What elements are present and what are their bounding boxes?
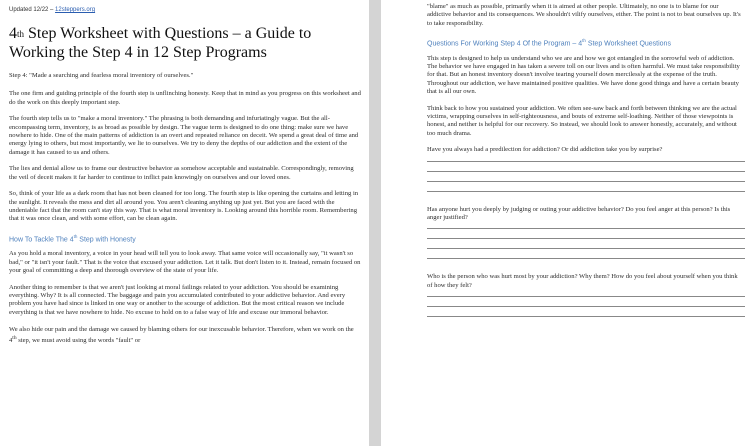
section-heading: Questions For Working Step 4 Of the Program – 4th Step Worksheet Questions xyxy=(427,38,671,48)
paragraph: The lies and denial allow us to frame our destructive behavior as somehow acceptable and sustainable. Correspondingly, removing the veil of deceit makes it far harder to continue to inflict pain knowingly on ourselves and our loved ones. xyxy=(9,165,354,181)
paragraph: Think back to how you sustained your addiction. We often see-saw back and forth between thinking we are the actual victims, wrapping ourselves in self-righteousness, and bouts of extreme self-loathing. Neither of those viewpoints is honest, and neither is helpful for our recovery. So instead, we should look to answer honestly, accurately, and without too much drama. xyxy=(427,104,737,137)
step-quote: Step 4: "Made a searching and fearless moral inventory of ourselves." xyxy=(9,72,194,79)
updated-label: Updated 12/22 – xyxy=(9,7,56,13)
source-link[interactable]: 12steppers.org xyxy=(55,7,96,13)
answer-line[interactable] xyxy=(427,228,745,229)
question: Has anyone hurt you deeply by judging or outing your addictive behavior? Do you feel anger at this person? Is this anger justified? xyxy=(427,205,731,221)
paragraph: So, think of your life as a dark room that has not been cleaned for too long. The fourth step is like opening the curtains and letting in the sunlight. It reveals the mess and dirt all around you. You aren't cleaning anything up just yet. But you are faced with the undeniable fact that the room can't stay this way. That is what moral inventory is. Looking around this horrible room. Remembering that it was once clean, and with some effort, can be clean again. xyxy=(9,190,359,223)
answer-line[interactable] xyxy=(427,181,745,182)
paragraph: As you hold a moral inventory, a voice in your head will tell you to look away. That same voice will occasionally say, "it wasn't so bad," or "it isn't your fault." That is the voice that excused your addiction. Let it talk. But don't listen to it. Instead, remain focused on your goal of committing a deep and thorough overview of the state of your life. xyxy=(9,250,361,275)
answer-line[interactable] xyxy=(427,296,745,297)
answer-line[interactable] xyxy=(427,238,745,239)
question: Who is the person who was hurt most by your addiction? Why them? How do you feel about yourself when you think of how they felt? xyxy=(427,273,738,289)
paragraph: "blame" as much as possible, primarily when it is aimed at other people. Ultimately, no one is to blame for our addictive behavior and its consequences. We shouldn't vilify ourselves, either. The point is not to beat ourselves up. It's to take responsibility. xyxy=(427,3,741,27)
answer-line[interactable] xyxy=(427,161,745,162)
answer-line[interactable] xyxy=(427,191,745,192)
answer-lines[interactable] xyxy=(427,161,742,192)
answer-line[interactable] xyxy=(427,316,745,317)
document-page-right xyxy=(381,0,750,446)
document-page-left xyxy=(0,0,369,446)
page-title: 4th Step Worksheet with Questions – a Guide to Working the Step 4 in 12 Step Programs xyxy=(9,25,312,61)
question: Have you always had a predilection for addiction? Or did addiction take you by surprise? xyxy=(427,146,663,154)
answer-lines[interactable] xyxy=(427,228,742,259)
answer-line[interactable] xyxy=(427,258,745,259)
answer-line[interactable] xyxy=(427,171,745,172)
paragraph: Another thing to remember is that we aren't just looking at moral failings related to your addiction. You should be examining everything. Why? It is all connected. The baggage and pain you accumulated contributed to your addictive behavior. And every problem you have had since is linked in one way or another to the scourge of addiction. But the most critical reason we include everything is that we have nowhere to hide. No excuse to hold on to a false way of life and excuse our immoral behavior. xyxy=(9,283,346,316)
updated-line xyxy=(9,6,361,14)
answer-lines[interactable] xyxy=(427,296,742,317)
answer-line[interactable] xyxy=(427,306,745,307)
paragraph: We also hide our pain and the damage we caused by blaming others for our inexcusable behavior. Therefore, when we work on the 4th step, we must avoid using the words "fault" or xyxy=(9,325,354,345)
section-heading: How To Tackle The 4th Step with Honesty xyxy=(9,234,136,244)
paragraph: The fourth step tells us to "make a moral inventory." The phrasing is both demanding and infuriatingly vague. But the all-encompassing term, inventory, is as broad as possible by design. The vague term is designed to do one thing: make sure we have nowhere to hide. One of the main patterns of addiction is an overt and repeated reliance on deceit. We spend a great deal of time and energy lying to others, but most importantly, we lie to ourselves. We try to deny the depths of our addiction and the extent of the damage it has caused to us and others. xyxy=(9,115,359,156)
answer-line[interactable] xyxy=(427,248,745,249)
paragraph: The one firm and guiding principle of the fourth step is unflinching honesty. Keep that in mind as you progress on this worksheet and do the work on this deeply important step. xyxy=(9,90,361,106)
paragraph: This step is designed to help us understand who we are and how we got entangled in the sorrowful web of addiction. The behavior we have engaged in has taken a severe toll on our lives and is often harmful. We must take responsibility for that. But an honest inventory doesn't involve tearing yourself down mercilessly at the expense of the truth. Throughout our addiction, we have maintained positive qualities. We have done good things and have a certain beauty that is all our own. xyxy=(427,54,740,95)
